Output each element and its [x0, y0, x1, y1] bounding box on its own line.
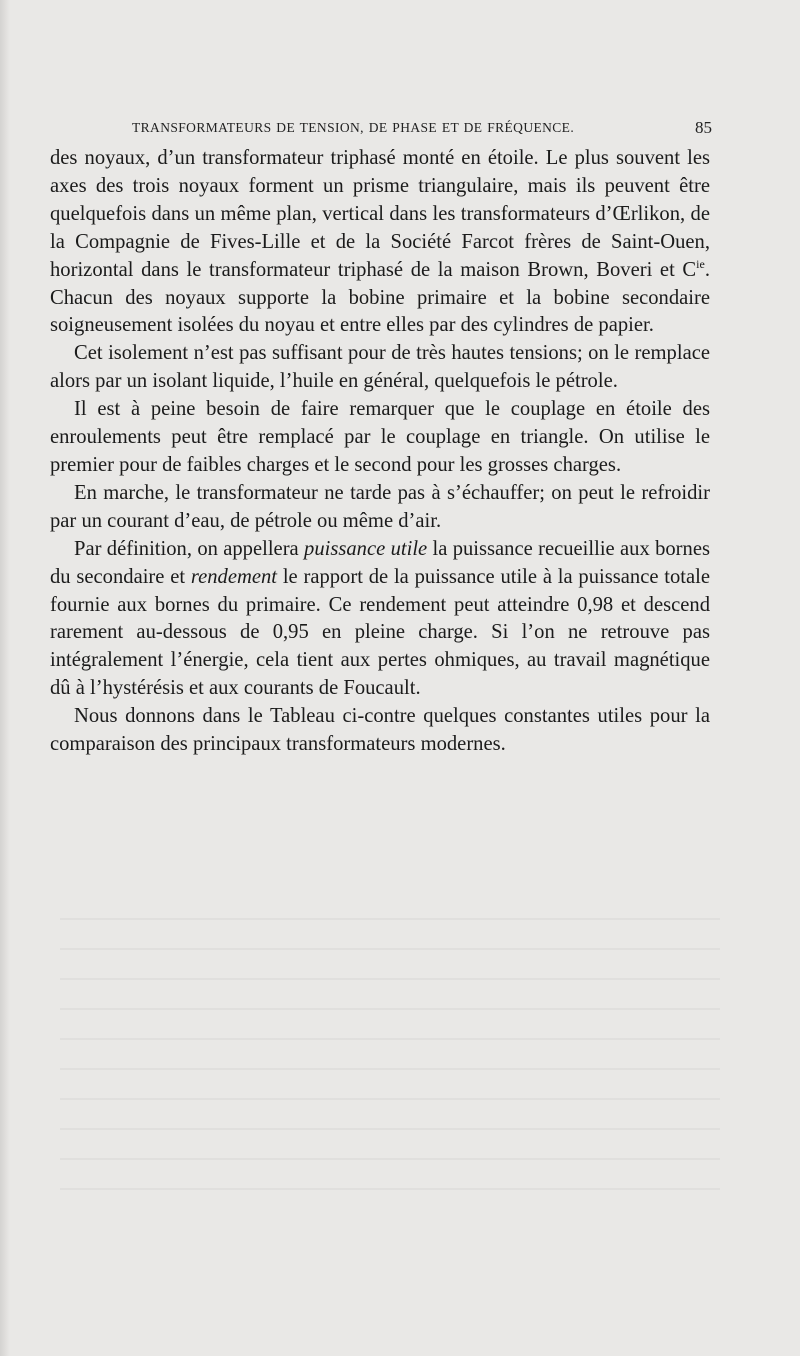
- text-run: Il est à peine besoin de faire remarquer que le couplage en étoile des enroulements peut être remplacé par le couplage en triangle. On utilise le premier pour de faibles charges et le second pour les grosses charges.: [50, 398, 710, 476]
- text-run: des noyaux, d’un transformateur triphasé monté en étoile. Le plus souvent les axes des trois noyaux forment un prisme triangulaire, mais ils peuvent être quelquefois dans un même plan, vertical dans les transformateurs d’Œrlikon, de la Compagnie de Fives-Lille et de la Société Farcot frères de Saint-Ouen, horizontal dans le transformateur triphasé de la maison Brown, Boveri et C: [50, 147, 710, 281]
- italic-term: rendement: [190, 565, 278, 588]
- body-text: [50, 145, 710, 759]
- paragraph-p3: [50, 396, 710, 480]
- paragraph-p5: [50, 536, 710, 703]
- text-run: le rapport de la puissance utile à la puissance totale fournie aux bornes du primaire. Ce rendement peut atteindre 0,98 et descend rarement au-dessous de 0,95 en pleine charge. Si l’on ne retrouve pas intégralement l’énergie, cela tient aux pertes ohmiques, au travail magnétique dû à l’hystérésis et aux courants de Foucault.: [50, 565, 710, 700]
- page-edge: [0, 0, 10, 1356]
- text-run: . Chacun des noyaux supporte la bobine primaire et la bobine secondaire soigneusement isolées du noyau et entre elles par des cylindres de papier.: [50, 258, 710, 337]
- italic-term: puissance utile: [304, 537, 428, 560]
- paragraph-p1: [50, 145, 710, 340]
- page-number: 85: [695, 118, 712, 137]
- show-through-texture: [60, 900, 720, 1200]
- running-head: [52, 118, 712, 140]
- paragraph-p6: [50, 703, 710, 759]
- running-title: TRANSFORMATEURS DE TENSION, DE PHASE ET DE FRÉQUENCE.: [132, 120, 575, 135]
- paragraph-p2: [50, 340, 710, 396]
- text-run: la puissance recueillie aux bornes du secondaire et: [50, 537, 710, 588]
- text-run: En marche, le transformateur ne tarde pas à s’échauffer; on peut le refroidir par un courant d’eau, de pétrole ou même d’air.: [50, 481, 710, 532]
- text-run: Par définition, on appellera: [74, 537, 305, 560]
- text-run: Nous donnons dans le Tableau ci-contre quelques constantes utiles pour la comparaison des principaux transformateurs modernes.: [50, 705, 710, 756]
- text-run: Cet isolement n’est pas suffisant pour de très hautes tensions; on le remplace alors par un isolant liquide, l’huile en général, quelquefois le pétrole.: [50, 342, 710, 393]
- superscript: ie: [696, 256, 705, 271]
- paragraph-p4: [50, 480, 710, 536]
